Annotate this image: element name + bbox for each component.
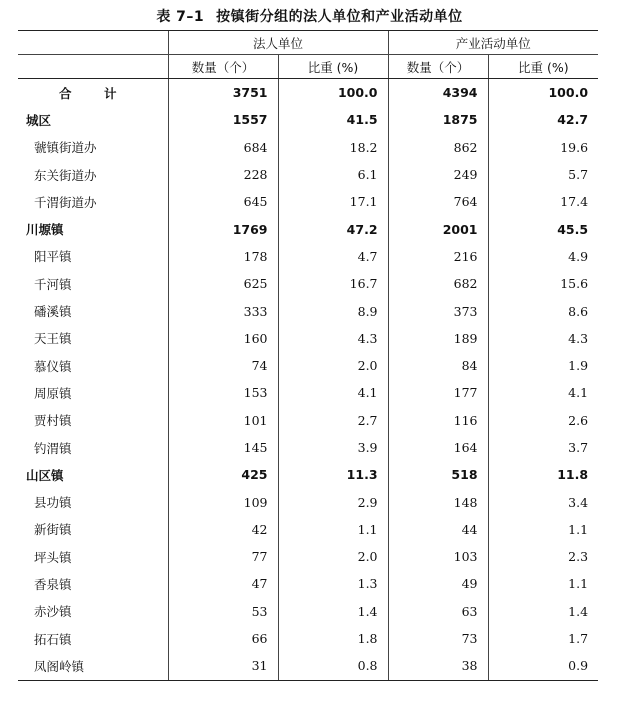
legal-ratio-cell: 8.9 <box>278 297 388 324</box>
legal-ratio-cell: 16.7 <box>278 270 388 297</box>
corner-cell <box>18 31 168 55</box>
activity-count-cell: 2001 <box>388 215 488 242</box>
table-row <box>18 161 598 188</box>
table-row <box>18 570 598 597</box>
legal-ratio-cell: 100.0 <box>278 79 388 107</box>
corner-cell-lower <box>18 55 168 79</box>
activity-ratio-cell: 45.5 <box>488 215 598 242</box>
row-label: 天王镇 <box>34 331 72 347</box>
table-title <box>0 6 619 26</box>
table-row <box>18 215 598 242</box>
legal-ratio-cell: 6.1 <box>278 161 388 188</box>
row-label: 钓渭镇 <box>34 440 72 456</box>
header-count-activity: 数量（个） <box>388 55 488 79</box>
row-label: 贾村镇 <box>34 413 72 429</box>
statistics-table <box>18 30 598 681</box>
legal-ratio-cell: 2.9 <box>278 488 388 515</box>
table-row <box>18 352 598 379</box>
legal-count-cell: 645 <box>168 188 278 215</box>
legal-ratio-cell: 17.1 <box>278 188 388 215</box>
activity-count-cell: 148 <box>388 488 488 515</box>
table-row <box>18 434 598 461</box>
activity-ratio-cell: 1.4 <box>488 598 598 625</box>
legal-count-cell: 109 <box>168 488 278 515</box>
legal-ratio-cell: 4.3 <box>278 325 388 352</box>
table-row <box>18 652 598 680</box>
activity-ratio-cell: 11.8 <box>488 461 598 488</box>
activity-ratio-cell: 4.9 <box>488 243 598 270</box>
activity-ratio-cell: 3.7 <box>488 434 598 461</box>
table-row <box>18 188 598 215</box>
legal-ratio-cell: 1.1 <box>278 516 388 543</box>
row-label: 山区镇 <box>26 467 64 483</box>
legal-ratio-cell: 0.8 <box>278 652 388 680</box>
activity-ratio-cell: 8.6 <box>488 297 598 324</box>
legal-count-cell: 1769 <box>168 215 278 242</box>
row-label: 拓石镇 <box>34 631 72 647</box>
legal-count-cell: 228 <box>168 161 278 188</box>
activity-count-cell: 189 <box>388 325 488 352</box>
table-row <box>18 134 598 161</box>
table-row <box>18 598 598 625</box>
activity-ratio-cell: 19.6 <box>488 134 598 161</box>
activity-count-cell: 164 <box>388 434 488 461</box>
activity-ratio-cell: 5.7 <box>488 161 598 188</box>
legal-count-cell: 153 <box>168 379 278 406</box>
activity-count-cell: 84 <box>388 352 488 379</box>
activity-ratio-cell: 1.9 <box>488 352 598 379</box>
row-label: 千河镇 <box>34 276 72 292</box>
row-label: 千渭街道办 <box>34 194 97 210</box>
legal-ratio-cell: 2.7 <box>278 407 388 434</box>
legal-count-cell: 53 <box>168 598 278 625</box>
activity-ratio-cell: 4.3 <box>488 325 598 352</box>
activity-count-cell: 103 <box>388 543 488 570</box>
legal-count-cell: 625 <box>168 270 278 297</box>
table-row <box>18 297 598 324</box>
activity-count-cell: 116 <box>388 407 488 434</box>
activity-ratio-cell: 1.1 <box>488 570 598 597</box>
table-row <box>18 79 598 107</box>
legal-count-cell: 47 <box>168 570 278 597</box>
table-row <box>18 461 598 488</box>
activity-ratio-cell: 2.3 <box>488 543 598 570</box>
header-ratio-activity: 比重 (%) <box>488 55 598 79</box>
activity-count-cell: 249 <box>388 161 488 188</box>
table-number: 表 7–1 <box>156 9 205 25</box>
activity-ratio-cell: 17.4 <box>488 188 598 215</box>
legal-count-cell: 3751 <box>168 79 278 107</box>
activity-count-cell: 38 <box>388 652 488 680</box>
legal-count-cell: 42 <box>168 516 278 543</box>
row-label: 川塬镇 <box>26 222 64 238</box>
activity-ratio-cell: 100.0 <box>488 79 598 107</box>
row-label: 城区 <box>26 112 52 128</box>
legal-ratio-cell: 4.1 <box>278 379 388 406</box>
legal-ratio-cell: 11.3 <box>278 461 388 488</box>
header-ratio-legal: 比重 (%) <box>278 55 388 79</box>
header-activity-units: 产业活动单位 <box>388 31 598 55</box>
legal-ratio-cell: 18.2 <box>278 134 388 161</box>
activity-count-cell: 44 <box>388 516 488 543</box>
activity-count-cell: 373 <box>388 297 488 324</box>
legal-count-cell: 684 <box>168 134 278 161</box>
table-body <box>18 79 598 681</box>
table-row <box>18 407 598 434</box>
table-row <box>18 106 598 133</box>
activity-ratio-cell: 4.1 <box>488 379 598 406</box>
legal-count-cell: 145 <box>168 434 278 461</box>
row-label: 虢镇街道办 <box>34 140 97 156</box>
legal-count-cell: 77 <box>168 543 278 570</box>
legal-ratio-cell: 3.9 <box>278 434 388 461</box>
row-label: 凤阁岭镇 <box>18 652 168 680</box>
table-row <box>18 325 598 352</box>
activity-count-cell: 73 <box>388 625 488 652</box>
table-row <box>18 543 598 570</box>
row-label: 慕仪镇 <box>34 358 72 374</box>
activity-ratio-cell: 2.6 <box>488 407 598 434</box>
activity-count-cell: 862 <box>388 134 488 161</box>
legal-count-cell: 1557 <box>168 106 278 133</box>
row-label: 磻溪镇 <box>34 304 72 320</box>
table-row <box>18 270 598 297</box>
header-count-legal: 数量（个） <box>168 55 278 79</box>
legal-count-cell: 101 <box>168 407 278 434</box>
legal-ratio-cell: 2.0 <box>278 543 388 570</box>
activity-count-cell: 216 <box>388 243 488 270</box>
table-row <box>18 379 598 406</box>
activity-count-cell: 177 <box>388 379 488 406</box>
legal-count-cell: 333 <box>168 297 278 324</box>
legal-ratio-cell: 1.4 <box>278 598 388 625</box>
table-row <box>18 243 598 270</box>
row-label: 新街镇 <box>34 522 72 538</box>
activity-ratio-cell: 1.7 <box>488 625 598 652</box>
activity-count-cell: 518 <box>388 461 488 488</box>
activity-count-cell: 764 <box>388 188 488 215</box>
legal-count-cell: 66 <box>168 625 278 652</box>
legal-count-cell: 31 <box>168 652 278 680</box>
legal-count-cell: 74 <box>168 352 278 379</box>
legal-ratio-cell: 2.0 <box>278 352 388 379</box>
legal-ratio-cell: 4.7 <box>278 243 388 270</box>
row-label: 香泉镇 <box>34 576 72 592</box>
activity-ratio-cell: 42.7 <box>488 106 598 133</box>
table-row <box>18 516 598 543</box>
legal-ratio-cell: 1.8 <box>278 625 388 652</box>
table-title-text: 按镇街分组的法人单位和产业活动单位 <box>216 9 463 25</box>
activity-ratio-cell: 0.9 <box>488 652 598 680</box>
activity-count-cell: 49 <box>388 570 488 597</box>
row-label: 县功镇 <box>34 495 72 511</box>
row-label: 阳平镇 <box>34 249 72 265</box>
row-label: 赤沙镇 <box>34 604 72 620</box>
table-row <box>18 625 598 652</box>
table-row <box>18 488 598 515</box>
row-label: 合 计 <box>58 85 127 101</box>
activity-count-cell: 4394 <box>388 79 488 107</box>
row-label: 东关街道办 <box>34 167 97 183</box>
legal-ratio-cell: 47.2 <box>278 215 388 242</box>
legal-count-cell: 160 <box>168 325 278 352</box>
header-legal-units: 法人单位 <box>168 31 388 55</box>
activity-ratio-cell: 3.4 <box>488 488 598 515</box>
activity-count-cell: 682 <box>388 270 488 297</box>
activity-count-cell: 1875 <box>388 106 488 133</box>
legal-count-cell: 425 <box>168 461 278 488</box>
activity-ratio-cell: 1.1 <box>488 516 598 543</box>
row-label: 坪头镇 <box>34 549 72 565</box>
activity-count-cell: 63 <box>388 598 488 625</box>
row-label: 周原镇 <box>34 385 72 401</box>
activity-ratio-cell: 15.6 <box>488 270 598 297</box>
legal-ratio-cell: 41.5 <box>278 106 388 133</box>
legal-ratio-cell: 1.3 <box>278 570 388 597</box>
legal-count-cell: 178 <box>168 243 278 270</box>
